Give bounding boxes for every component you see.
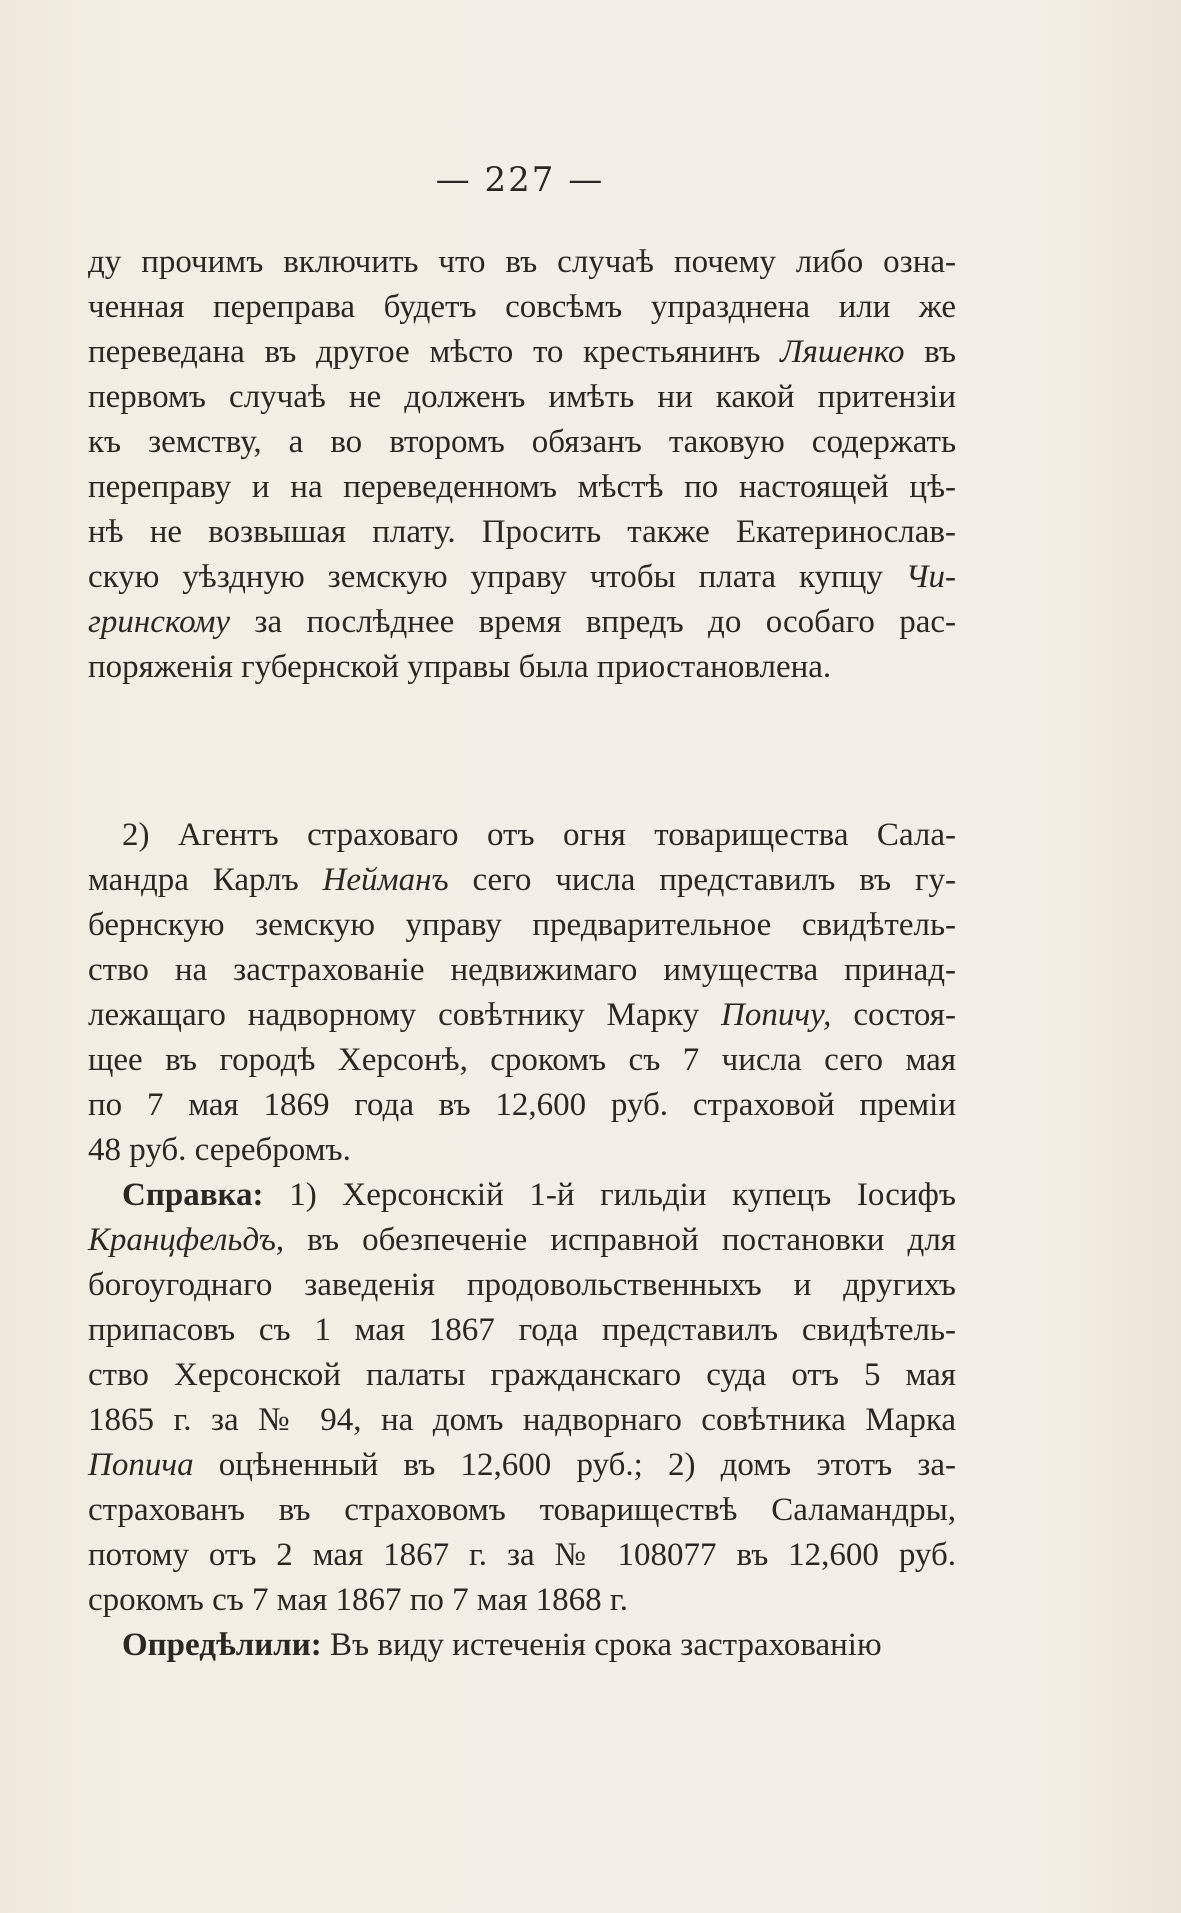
text-line <box>88 375 956 420</box>
text-line <box>88 1173 956 1218</box>
text-run: потому отъ 2 мая 1867 г. за № 108077 въ 12,600 руб. <box>88 1537 956 1573</box>
text-run: 2) Агентъ страховаго отъ огня товарищества Сала- <box>122 817 956 853</box>
text-line <box>88 330 956 375</box>
italic-name: Попичу, <box>721 997 832 1033</box>
text-line <box>88 420 956 465</box>
text-line <box>88 813 956 858</box>
text-line <box>88 285 956 330</box>
text-line <box>88 510 956 555</box>
text-run: въ <box>904 334 956 370</box>
text-line <box>88 993 956 1038</box>
text-line <box>88 1398 956 1443</box>
text-line <box>88 600 956 645</box>
text-run: страхованъ въ страховомъ товариществѣ Саламандры, <box>88 1492 956 1528</box>
text-line <box>88 555 956 600</box>
text-run: ду прочимъ включить что въ случаѣ почему либо озна- <box>88 244 956 280</box>
text-run: мандра Карлъ <box>88 862 323 898</box>
paragraph <box>88 1173 956 1623</box>
paragraph <box>88 1623 956 1668</box>
text-run: припасовъ съ 1 мая 1867 года представилъ свидѣтель- <box>88 1312 956 1348</box>
italic-name: гринскому <box>88 604 231 640</box>
text-run: ство Херсонской палаты гражданскаго суда отъ 5 мая <box>88 1357 956 1393</box>
text-run: въ обезпеченіе исправной постановки для <box>284 1222 956 1258</box>
text-line <box>88 1578 956 1623</box>
text-run: лежащаго надворному совѣтнику Марку <box>88 997 722 1033</box>
text-run: 1865 г. за № 94, на домъ надворнаго совѣтника Марка <box>88 1402 956 1438</box>
text-run: поряженія губернской управы была приостановлена. <box>88 649 832 685</box>
text-run: 1) Херсонскій 1-й гильдіи купецъ Іосифъ <box>263 1177 956 1213</box>
text-line <box>88 858 956 903</box>
text-run: скую уѣздную земскую управу чтобы плата купцу <box>88 559 906 595</box>
text-run: переправу и на переведенномъ мѣстѣ по настоящей цѣ- <box>88 469 956 505</box>
italic-name: Попича <box>88 1447 194 1483</box>
bold-heading: Опредѣлили: <box>122 1627 322 1663</box>
text-line <box>88 1083 956 1128</box>
text-line <box>88 1533 956 1578</box>
italic-name: Кранцфельдъ, <box>88 1222 285 1258</box>
text-run: сего числа представилъ въ гу- <box>448 862 956 898</box>
text-line <box>88 1263 956 1308</box>
text-run: за послѣднее время впредъ до особаго рас- <box>230 604 956 640</box>
text-run: Въ виду истеченія срока застрахованію <box>321 1627 882 1663</box>
text-run: ство на застрахованіе недвижимаго имущества принад- <box>88 952 956 988</box>
text-run: первомъ случаѣ не долженъ имѣть ни какой притензіи <box>88 379 956 415</box>
text-line <box>88 1443 956 1488</box>
text-line <box>88 903 956 948</box>
text-line <box>88 240 956 285</box>
italic-name: Чи- <box>905 559 956 595</box>
text-line <box>88 1038 956 1083</box>
text-run: ченная переправа будетъ совсѣмъ упразднена или же <box>88 289 956 325</box>
text-line <box>88 948 956 993</box>
text-run: по 7 мая 1869 года въ 12,600 руб. страховой преміи <box>88 1087 956 1123</box>
text-run: къ земству, а во второмъ обязанъ таковую содержать <box>88 424 956 460</box>
text-run: богоугоднаго заведенія продовольственныхъ и другихъ <box>88 1267 956 1303</box>
page-number: — 227 — <box>435 160 605 200</box>
italic-name: Ляшенко <box>780 334 905 370</box>
paragraph <box>88 813 956 1173</box>
text-run: нѣ не возвышая плату. Просить также Екатеринослав- <box>88 514 956 550</box>
italic-name: Нейманъ <box>322 862 449 898</box>
text-line <box>88 1218 956 1263</box>
text-line <box>88 1353 956 1398</box>
text-run: 48 руб. серебромъ. <box>88 1132 351 1168</box>
bold-heading: Справка: <box>122 1177 264 1213</box>
body-text <box>88 240 956 1668</box>
paragraph <box>88 240 956 690</box>
text-run: состоя- <box>831 997 956 1033</box>
text-line <box>88 1488 956 1533</box>
text-line <box>88 645 956 690</box>
text-line <box>88 1308 956 1353</box>
text-line <box>88 1623 956 1668</box>
paragraph-gap <box>88 690 956 813</box>
text-run: оцѣненный въ 12,600 руб.; 2) домъ этотъ за- <box>193 1447 956 1483</box>
text-run: щее въ городѣ Херсонѣ, срокомъ съ 7 числа сего мая <box>88 1042 956 1078</box>
text-run: бернскую земскую управу предварительное свидѣтель- <box>88 907 956 943</box>
text-line <box>88 1128 956 1173</box>
text-line <box>88 465 956 510</box>
text-run: срокомъ съ 7 мая 1867 по 7 мая 1868 г. <box>88 1582 628 1618</box>
text-run: переведана въ другое мѣсто то крестьянинъ <box>88 334 781 370</box>
